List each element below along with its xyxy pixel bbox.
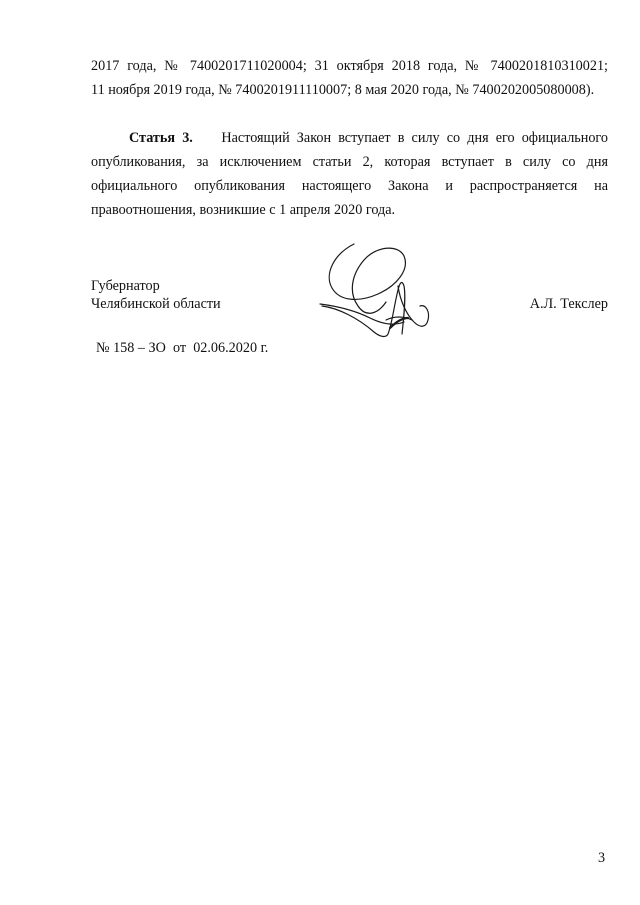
region-title: Челябинской области	[91, 296, 221, 312]
governor-title: Губернатор	[91, 278, 160, 294]
law-number-and-date: № 158 – ЗО от 02.06.2020 г.	[96, 340, 269, 356]
page-number: 3	[598, 850, 606, 866]
article-3-title: Статья 3.	[129, 130, 193, 146]
article-3-text-start: Настоящий Закон вступает в силу со дня его официального	[221, 130, 608, 146]
handwritten-signature	[312, 236, 440, 346]
signer-name: А.Л. Текслер	[529, 296, 608, 312]
continuation-line-1: 2017 года, № 7400201711020004; 31 октября 2018 года, № 7400201810310021;	[91, 58, 608, 74]
continuation-line-2: 11 ноября 2019 года, № 7400201911110007; 8 мая 2020 года, № 7400202005080008).	[91, 82, 595, 98]
article-3-line-1	[129, 130, 608, 147]
article-3-line-3: официального опубликования настоящего Закона и распространяется на	[91, 178, 608, 194]
article-3-line-2: опубликования, за исключением статьи 2, которая вступает в силу со дня	[91, 154, 608, 170]
article-3-line-4: правоотношения, возникшие с 1 апреля 2020 года.	[91, 202, 396, 218]
